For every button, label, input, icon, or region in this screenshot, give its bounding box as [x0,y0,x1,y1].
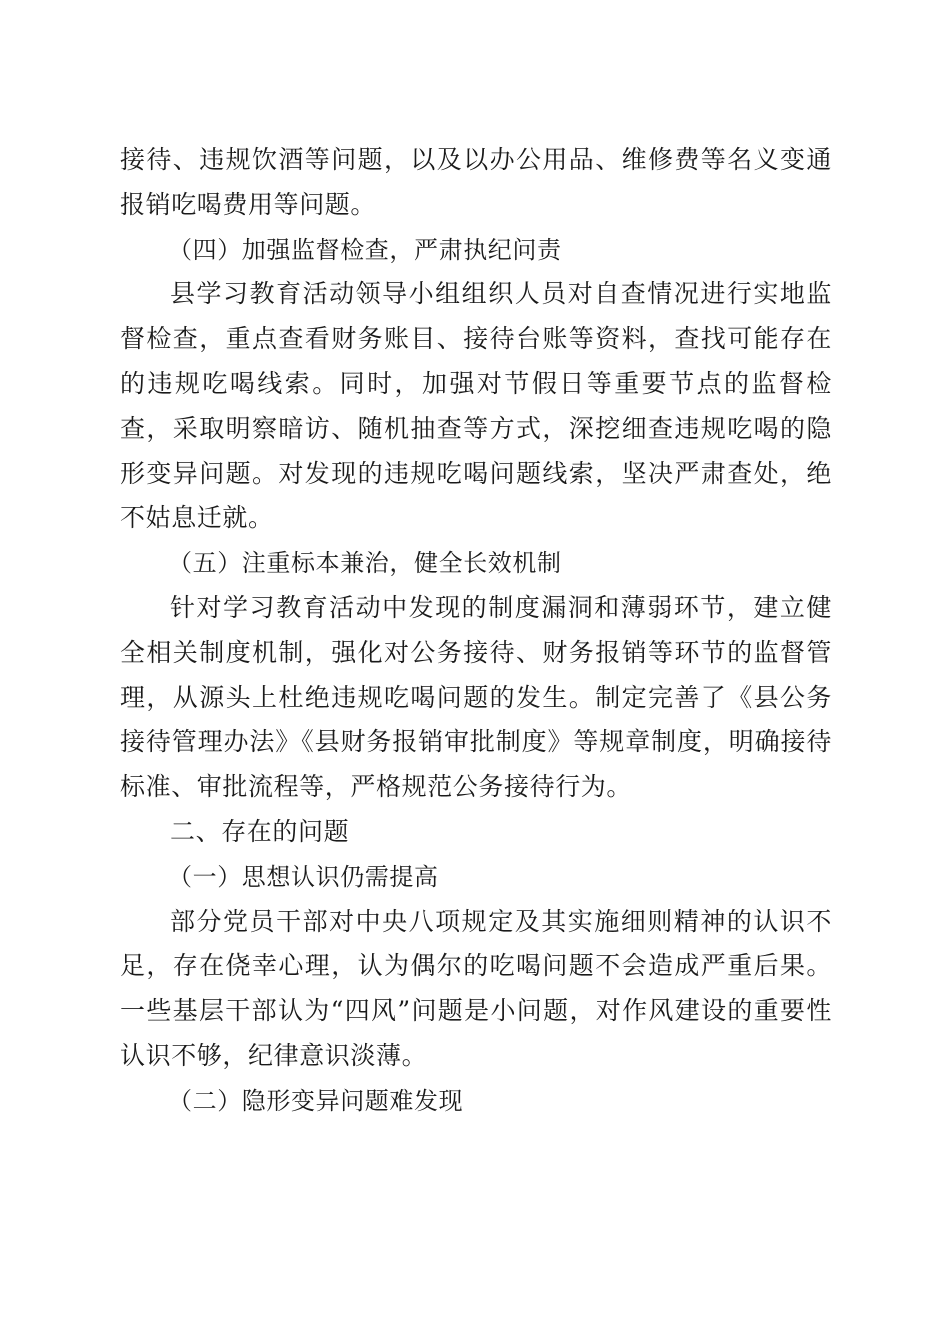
paragraph-awareness: 部分党员干部对中央八项规定及其实施细则精神的认识不足，存在侥幸心理，认为偶尔的吃喝问题不会造成严重后果。一些基层干部认为“四风”问题是小问题，对作风建设的重要性认识不够，纪律意识淡薄。 [120,906,832,1070]
paragraph-mechanism: 针对学习教育活动中发现的制度漏洞和薄弱环节，建立健全相关制度机制，强化对公务接待、财务报销等环节的监督管理，从源头上杜绝违规吃喝问题的发生。制定完善了《县公务接待管理办法》《县财务报销审批制度》等规章制度，明确接待标准、审批流程等，严格规范公务接待行为。 [120,592,832,802]
section-heading-problems: 二、存在的问题 [170,816,350,846]
subheading-one: （一）思想认识仍需提高 [168,862,439,891]
subheading-five: （五）注重标本兼治，健全长效机制 [168,549,562,578]
paragraph-supervision: 县学习教育活动领导小组组织人员对自查情况进行实地监督检查，重点查看财务账目、接待台账等资料，查找可能存在的违规吃喝线索。同时，加强对节假日等重要节点的监督检查，采取明察暗访、随机抽查等方式，深挖细查违规吃喝的隐形变异问题。对发现的违规吃喝问题线索，坚决严肃查处，绝不姑息迁就。 [120,279,832,533]
paragraph-continued: 接待、违规饮酒等问题，以及以办公用品、维修费等名义变通报销吃喝费用等问题。 [120,145,832,219]
subheading-two: （二）隐形变异问题难发现 [168,1086,464,1115]
document-body [120,138,832,1124]
subheading-four: （四）加强监督检查，严肃执纪问责 [168,235,562,264]
